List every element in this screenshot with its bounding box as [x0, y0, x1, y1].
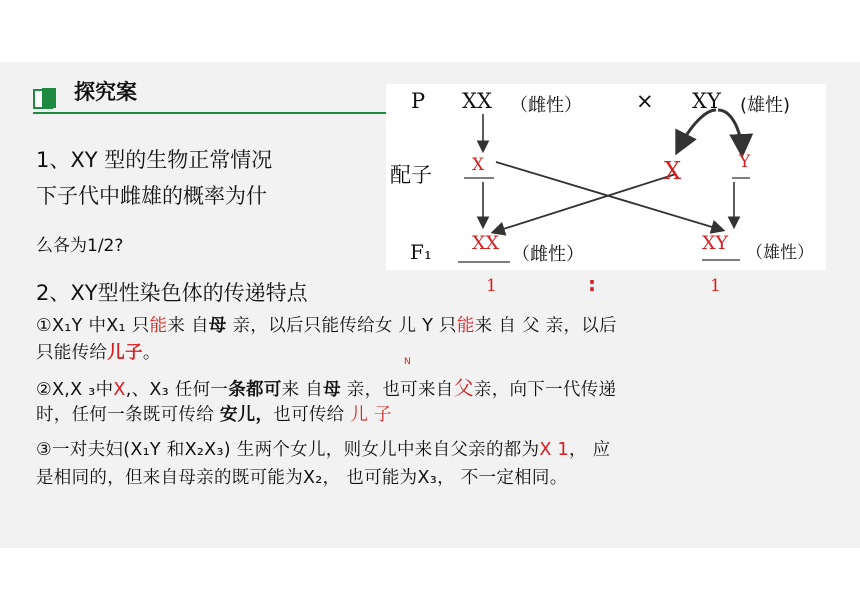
f1-label: F₁ [410, 240, 432, 264]
header-underline [33, 112, 388, 114]
ratio-left: 1 [486, 276, 497, 296]
point2-text-i: 亲，向下一代传递 [473, 380, 617, 400]
point1-text-a: ①X₁Y 中X₁ 只 [36, 316, 150, 336]
point2-line2-text-c: 也可传给 [273, 405, 351, 425]
point2-text-g: 亲，也可来自 [340, 380, 454, 400]
point1-line1 [36, 312, 617, 337]
point2-line2-text-a: 时，任何一条既可传给 [36, 405, 220, 425]
section-marker-icon [33, 88, 59, 110]
point2-bold-daughter: 安儿， [219, 405, 274, 425]
point1-line2 [36, 339, 161, 364]
point3-text-a: ③一对夫妇(X₁Y 和X₂X₃) 生两个女儿，则女儿中来自父亲的都为 [36, 440, 540, 460]
gamete-male-y: Y [739, 152, 751, 172]
point1-highlight-can-2: 能 [456, 316, 475, 336]
point1-text-c: 来 自 [167, 316, 209, 336]
cross-symbol: × [636, 89, 654, 113]
f1-male: XY [702, 232, 729, 254]
male-genotype: XY [692, 89, 721, 113]
question1-line1: 1、XY 型的生物正常情况 [36, 148, 273, 172]
male-tag: (雄性) [740, 95, 791, 116]
point1-line2-end: 。 [142, 343, 161, 363]
question2-heading: 2、XY型性染色体的传递特点 [36, 281, 308, 305]
point1-line2-text: 只能传给 [36, 343, 108, 363]
ratio-right: 1 [710, 276, 721, 296]
point1-highlight-mother: 母 [208, 316, 227, 336]
gamete-female: X [472, 155, 485, 175]
point1-answer-son: 儿子 [107, 343, 143, 363]
point2-red-father: 父 [453, 376, 474, 400]
gamete-male-x: X [664, 157, 682, 185]
point2-line2 [36, 401, 392, 426]
f1-female-tag: （雌性） [512, 244, 584, 265]
question1-line2: 下子代中雌雄的概率为什 [36, 184, 267, 208]
point2-line1 [36, 372, 616, 401]
point2-answer-son: 儿 子 [350, 405, 392, 425]
female-genotype: XX [462, 89, 492, 113]
point2-red-x: X [113, 380, 126, 400]
point1-text-g: 来 自 父 亲，以后 [474, 316, 617, 336]
point1-highlight-can-1: 能 [149, 316, 168, 336]
gamete-label: 配子 [390, 163, 432, 187]
point2-bold-mother: 母 [323, 380, 341, 400]
point3-text-c: ， 应 [568, 440, 611, 460]
point2-text-a: ②X,X ₃中 [36, 380, 114, 400]
question1-line3: 么各为1/2? [36, 236, 124, 256]
point3-line2: 是相同的，但来自母亲的既可能为X₂， 也可能为X₃， 不一定相同。 [36, 468, 568, 488]
f1-female: XX [472, 232, 500, 254]
overlay-mark-n: N [404, 357, 411, 367]
ratio-separator: : [588, 272, 596, 296]
point2-text-c: ,、X₃ 任何一 [125, 380, 229, 400]
female-tag: （雌性） [510, 95, 582, 116]
section-title: 探究案 [74, 80, 137, 104]
point2-text-e: 来 自 [281, 380, 324, 400]
point1-text-e: 亲，以后只能传给女 儿 Y 只 [226, 316, 457, 336]
point2-bold-any: 条都可 [228, 380, 282, 400]
point3-line1 [36, 436, 610, 461]
parent-label: P [411, 89, 426, 113]
f1-male-tag: （雄性） [746, 243, 814, 263]
point3-answer-x1: X 1 [539, 440, 569, 460]
